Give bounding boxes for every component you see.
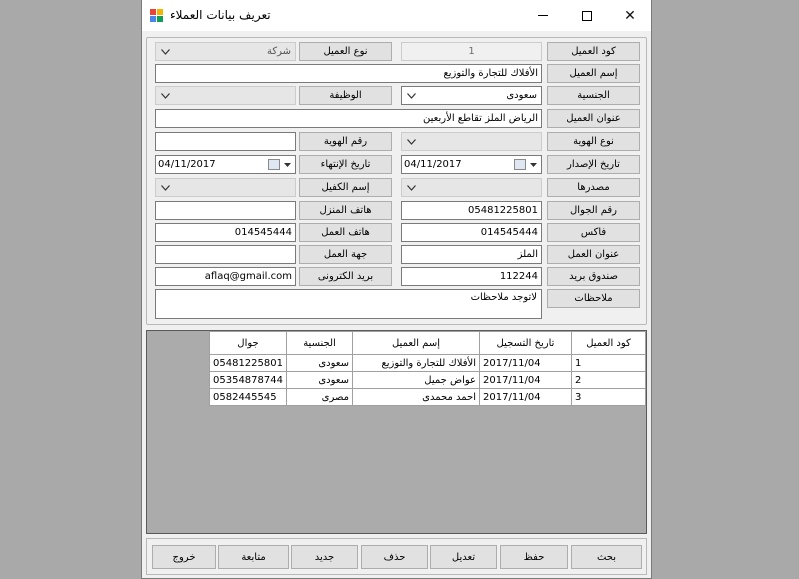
cell-customer-name[interactable]: عواض جميل — [353, 372, 480, 389]
cell-customer-name[interactable]: احمد محمدى — [353, 389, 480, 406]
minimize-icon — [538, 15, 548, 16]
table-row[interactable] — [210, 389, 646, 406]
customers-table — [209, 331, 646, 406]
job-select[interactable] — [155, 86, 296, 105]
issue-date-picker[interactable] — [401, 155, 542, 174]
po-box-label[interactable]: صندوق بريد — [547, 267, 640, 286]
close-icon: ✕ — [624, 7, 636, 24]
column-header-customer-code[interactable]: كود العميل — [572, 332, 646, 355]
home-phone-input[interactable] — [155, 201, 296, 220]
minimize-button[interactable] — [521, 0, 565, 31]
cell-mobile[interactable]: 05354878744 — [210, 372, 287, 389]
chevron-down-icon — [158, 179, 172, 196]
follow-button[interactable]: متابعة — [218, 545, 289, 569]
work-phone-label[interactable]: هاتف العمل — [299, 223, 392, 242]
action-bar — [146, 538, 647, 575]
job-label[interactable]: الوظيفة — [299, 86, 392, 105]
sponsor-name-label[interactable]: إسم الكفيل — [299, 178, 392, 197]
nationality-label[interactable]: الجنسية — [547, 86, 640, 105]
po-box-input[interactable]: 112244 — [401, 267, 542, 286]
chevron-down-icon — [404, 133, 418, 150]
expiry-date-value: 04/11/2017 — [158, 159, 216, 170]
customer-code-label[interactable]: كود العميل — [547, 42, 640, 61]
customer-form-window — [141, 0, 652, 579]
cell-nationality[interactable]: سعودى — [287, 372, 353, 389]
chevron-down-icon[interactable] — [282, 163, 292, 167]
cell-nationality[interactable]: مصرى — [287, 389, 353, 406]
cell-customer-code[interactable]: 2 — [572, 372, 646, 389]
app-icon — [150, 9, 164, 23]
chevron-down-icon — [158, 43, 172, 60]
notes-textarea[interactable]: لاتوجد ملاحظات — [155, 289, 542, 319]
column-header-nationality[interactable]: الجنسية — [287, 332, 353, 355]
cell-registration-date[interactable]: 2017/11/04 — [480, 372, 572, 389]
id-type-select[interactable] — [401, 132, 542, 151]
address-input[interactable]: الرياض الملز تقاطع الأربعين — [155, 109, 542, 128]
exit-button[interactable]: خروج — [152, 545, 216, 569]
expiry-date-picker[interactable] — [155, 155, 296, 174]
issue-date-label[interactable]: تاريخ الإصدار — [547, 155, 640, 174]
notes-label[interactable]: ملاحظات — [547, 289, 640, 308]
cell-mobile[interactable]: 0582445545 — [210, 389, 287, 406]
customer-type-label[interactable]: نوع العميل — [299, 42, 392, 61]
id-number-input[interactable] — [155, 132, 296, 151]
delete-button[interactable]: حذف — [361, 545, 428, 569]
home-phone-label[interactable]: هاتف المنزل — [299, 201, 392, 220]
fax-label[interactable]: فاكس — [547, 223, 640, 242]
issue-date-value: 04/11/2017 — [404, 159, 462, 170]
work-address-input[interactable]: الملز — [401, 245, 542, 264]
customer-type-value: شركة — [266, 46, 291, 57]
email-input[interactable]: aflaq@gmail.com — [155, 267, 296, 286]
fax-input[interactable]: 014545444 — [401, 223, 542, 242]
app-icon-green-square — [157, 16, 163, 22]
employer-label[interactable]: جهة العمل — [299, 245, 392, 264]
column-header-registration-date[interactable]: تاريخ التسجيل — [480, 332, 572, 355]
chevron-down-icon[interactable] — [528, 163, 538, 167]
mobile-input[interactable]: 05481225801 — [401, 201, 542, 220]
mobile-label[interactable]: رقم الجوال — [547, 201, 640, 220]
id-type-label[interactable]: نوع الهوية — [547, 132, 640, 151]
customer-name-input[interactable]: الأفلاك للتجارة والتوزيع — [155, 64, 542, 83]
cell-registration-date[interactable]: 2017/11/04 — [480, 355, 572, 372]
cell-nationality[interactable]: سعودى — [287, 355, 353, 372]
customer-name-label[interactable]: إسم العميل — [547, 64, 640, 83]
search-button[interactable]: بحث — [571, 545, 642, 569]
title-bar[interactable] — [142, 0, 651, 31]
email-label[interactable]: بريد الكترونى — [299, 267, 392, 286]
nationality-value: سعودى — [506, 90, 537, 101]
app-icon-red-square — [150, 9, 156, 15]
customer-code-field[interactable]: 1 — [401, 42, 542, 61]
address-label[interactable]: عنوان العميل — [547, 109, 640, 128]
issue-source-label[interactable]: مصدرها — [547, 178, 640, 197]
sponsor-name-select[interactable] — [155, 178, 296, 197]
window-title: تعريف بيانات العملاء — [170, 8, 271, 22]
work-phone-input[interactable]: 014545444 — [155, 223, 296, 242]
cell-customer-code[interactable]: 1 — [572, 355, 646, 372]
id-number-label[interactable]: رقم الهوية — [299, 132, 392, 151]
app-icon-yellow-square — [157, 9, 163, 15]
chevron-down-icon — [158, 87, 172, 104]
column-header-customer-name[interactable]: إسم العميل — [353, 332, 480, 355]
cell-registration-date[interactable]: 2017/11/04 — [480, 389, 572, 406]
table-row[interactable] — [210, 372, 646, 389]
save-button[interactable]: حفظ — [500, 545, 568, 569]
cell-customer-code[interactable]: 3 — [572, 389, 646, 406]
calendar-icon[interactable] — [514, 159, 526, 170]
table-header-row — [210, 332, 646, 355]
new-button[interactable]: جديد — [291, 545, 358, 569]
edit-button[interactable]: تعديل — [430, 545, 497, 569]
cell-customer-name[interactable]: الأفلاك للتجارة والتوزيع — [353, 355, 480, 372]
chevron-down-icon — [404, 87, 418, 104]
app-icon-blue-square — [150, 16, 156, 22]
customers-grid[interactable] — [146, 330, 647, 534]
maximize-button[interactable] — [565, 0, 609, 31]
maximize-icon — [582, 11, 592, 21]
close-button[interactable] — [608, 0, 652, 31]
chevron-down-icon — [404, 179, 418, 196]
work-address-label[interactable]: عنوان العمل — [547, 245, 640, 264]
cell-mobile[interactable]: 05481225801 — [210, 355, 287, 372]
column-header-mobile[interactable]: جوال — [210, 332, 287, 355]
calendar-icon[interactable] — [268, 159, 280, 170]
nationality-select[interactable] — [401, 86, 542, 105]
expiry-date-label[interactable]: تاريخ الإنتهاء — [299, 155, 392, 174]
customer-details-group — [146, 37, 647, 325]
employer-input[interactable] — [155, 245, 296, 264]
customer-type-select[interactable] — [155, 42, 296, 61]
issue-source-select[interactable] — [401, 178, 542, 197]
table-row[interactable] — [210, 355, 646, 372]
